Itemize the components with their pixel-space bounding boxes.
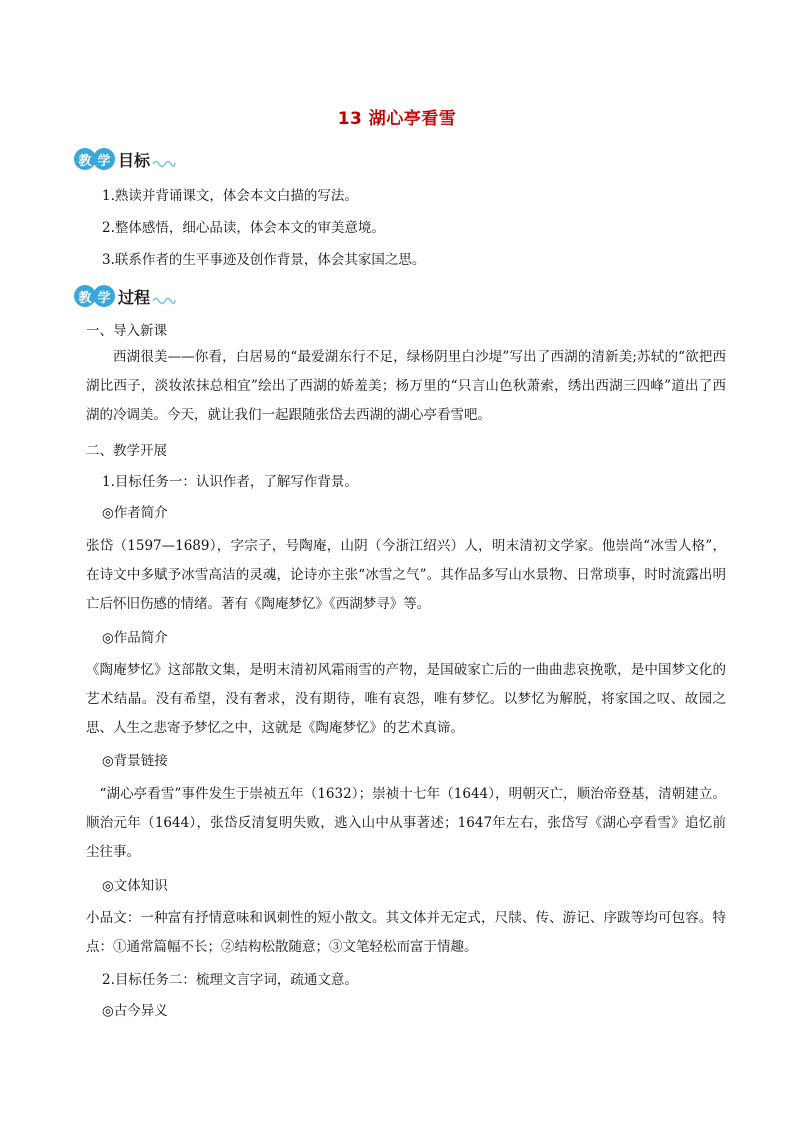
- objectives-label: 目标: [118, 150, 151, 170]
- objective-3: 3.联系作者的生平事迹及创作背景，体会其家国之思。: [102, 252, 426, 268]
- work-paragraph: 《陶庵梦忆》这部散文集，是明末清初风霜雨雪的产物，是国破家亡后的一曲曲悲哀挽歌，是中国梦文化的艺术结晶。没有希望，没有奢求，没有期待，唯有哀怨，唯有梦忆。以梦忆为解脱，将家国之叹、故园之思、人生之悲寄予梦忆之中，这就是《陶庵梦忆》的艺术真谛。: [86, 662, 726, 736]
- work-label: ◎作品简介: [102, 630, 168, 646]
- badge-xue: 学: [93, 148, 115, 170]
- wave-decoration-icon: [152, 158, 176, 168]
- process-label: 过程: [118, 287, 151, 307]
- author-paragraph: 张岱（1597—1689），字宗子，号陶庵，山阴（今浙江绍兴）人，明末清初文学家。他崇尚“冰雪人格”，在诗文中多赋予冰雪高洁的灵魂，论诗亦主张“冰雪之气”。其作品多写山水景物、日常琐事，时时流露出明亡后怀旧伤感的情绪。著有《陶庵梦忆》《西湖梦寻》等。: [86, 538, 726, 612]
- page-title: 13 湖心亭看雪: [337, 109, 457, 129]
- background-label: ◎背景链接: [102, 753, 168, 769]
- author-label: ◎作者简介: [102, 505, 168, 521]
- badge-jiao: 教: [74, 148, 96, 170]
- objective-2: 2.整体感悟，细心品读，体会本文的审美意境。: [102, 220, 385, 236]
- badge-jiao: 教: [74, 285, 96, 307]
- background-paragraph: “湖心亭看雪”事件发生于崇祯五年（1632）；崇祯十七年（1644），明朝灭亡，顺治帝登基，清朝建立。顺治元年（1644），张岱反清复明失败，逃入山中从事著述；1647年左右，张岱写《湖心亭看雪》追忆前尘往事。: [86, 786, 726, 860]
- part1-heading: 一、导入新课: [86, 323, 167, 339]
- task2-heading: 2.目标任务二：梳理文言字词，疏通文意。: [102, 972, 358, 988]
- badge-xue: 学: [93, 285, 115, 307]
- process-header: [74, 283, 176, 309]
- task1-heading: 1.目标任务一：认识作者，了解写作背景。: [102, 474, 358, 490]
- objective-1: 1.熟读并背诵课文，体会本文白描的写法。: [102, 188, 358, 204]
- ancient-modern-label: ◎古今异义: [102, 1003, 168, 1019]
- genre-label: ◎文体知识: [102, 878, 168, 894]
- objectives-header: [74, 146, 176, 172]
- part1-paragraph: 西湖很美——你看，白居易的“最爱湖东行不足，绿杨阴里白沙堤”写出了西湖的清新美;苏轼的“欲把西湖比西子，淡妆浓抹总相宜”绘出了西湖的娇羞美；杨万里的“只言山色秋萧索，绣出西湖三四峰”道出了西湖的冷调美。今天，就让我们一起跟随张岱去西湖的湖心亭看雪吧。: [86, 349, 726, 423]
- genre-paragraph: 小品文：一种富有抒情意味和讽刺性的短小散文。其文体并无定式，尺牍、传、游记、序跋等均可包容。特点：①通常篇幅不长；②结构松散随意；③文笔轻松而富于情趣。: [86, 910, 726, 955]
- wave-decoration-icon: [152, 295, 176, 305]
- part2-heading: 二、教学开展: [86, 443, 167, 459]
